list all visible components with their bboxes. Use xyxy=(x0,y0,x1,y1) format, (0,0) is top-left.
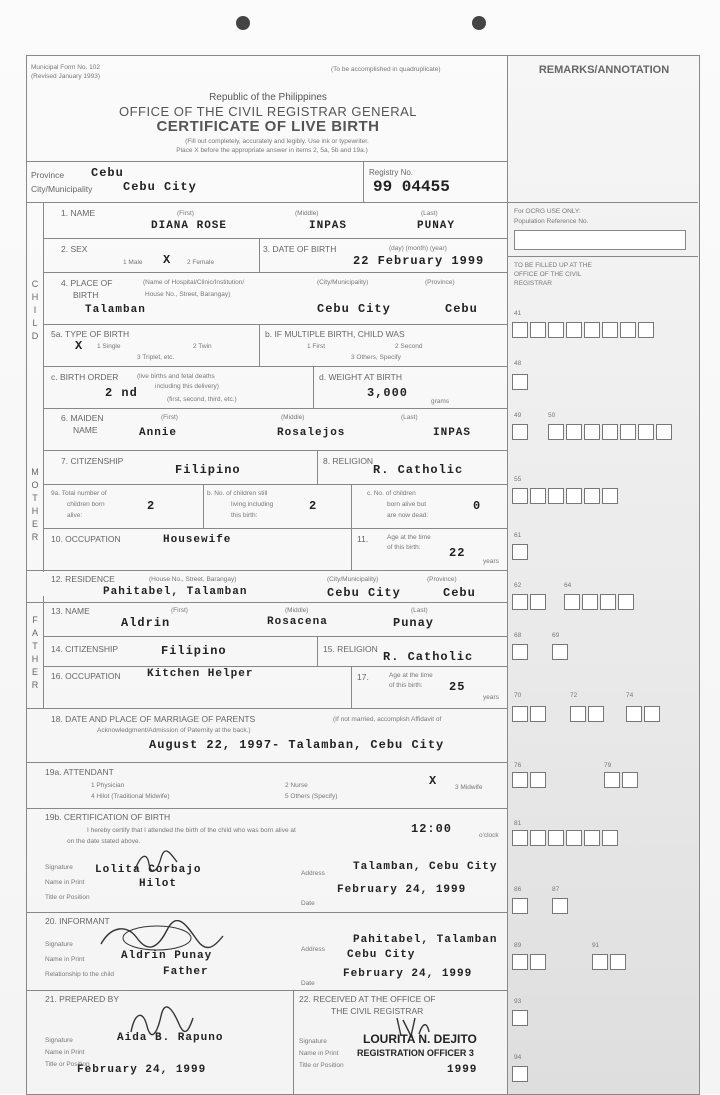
now-dead-label-2: born alive but xyxy=(387,501,427,508)
type-twin-option: 2 Twin xyxy=(193,343,212,350)
prepared-date: February 24, 1999 xyxy=(77,1064,207,1076)
code-entry-box[interactable] xyxy=(566,322,582,338)
informant-label: 20. INFORMANT xyxy=(45,916,110,926)
certification-title: Hilot xyxy=(139,878,178,890)
sex-label: 2. SEX xyxy=(61,244,88,254)
code-entry-box[interactable] xyxy=(620,322,636,338)
fill-label-2: OFFICE OF THE CIVIL xyxy=(514,271,582,278)
certification-date: February 24, 1999 xyxy=(337,884,467,896)
code-entry-box[interactable] xyxy=(564,594,580,610)
code-68: 68 xyxy=(514,632,522,639)
attendant-signature xyxy=(131,850,181,881)
code-entry-box[interactable] xyxy=(588,706,604,722)
prepared-title-label: Title or Position xyxy=(45,1061,90,1068)
certification-text: I hereby certify that I attended the birth of the child who was born alive at xyxy=(87,827,296,834)
father-name-label: 13. NAME xyxy=(51,606,90,616)
now-dead-label-3: are now dead: xyxy=(387,512,429,519)
informant-signature-label: Signature xyxy=(45,941,73,948)
code-entry-box[interactable] xyxy=(530,830,546,846)
code-entry-box[interactable] xyxy=(610,954,626,970)
code-entry-box[interactable] xyxy=(566,488,582,504)
attendant-hilot-option: 4 Hilot (Traditional Midwife) xyxy=(91,793,170,800)
father-age-value: 25 xyxy=(449,680,466,694)
child-side-label: C H I L D xyxy=(31,279,39,341)
code-entry-box[interactable] xyxy=(602,830,618,846)
marriage-value: August 22, 1997- Talamban, Cebu City xyxy=(149,738,445,752)
code-76: 76 xyxy=(514,762,522,769)
code-62: 62 xyxy=(514,582,522,589)
code-entry-box[interactable] xyxy=(512,544,528,560)
father-age-label-2: Age at the time xyxy=(389,672,433,679)
residence-label: 12. RESIDENCE xyxy=(51,574,115,584)
attendant-nurse-option: 2 Nurse xyxy=(285,782,308,789)
father-middle-name: Rosacena xyxy=(267,616,328,628)
office-heading: OFFICE OF THE CIVIL REGISTRAR GENERAL xyxy=(118,104,418,119)
code-entry-box[interactable] xyxy=(656,424,672,440)
father-citizenship-label: 14. CITIZENSHIP xyxy=(51,644,119,654)
code-entry-box[interactable] xyxy=(512,830,528,846)
quadruplicate-note: (To be accomplished in quadruplicate) xyxy=(331,66,441,73)
code-91: 91 xyxy=(592,942,600,949)
code-entry-box[interactable] xyxy=(618,594,634,610)
province-label: Province xyxy=(31,170,65,180)
informant-address-label: Address xyxy=(301,946,325,953)
code-89: 89 xyxy=(514,942,522,949)
informant-relationship-label: Relationship to the child xyxy=(45,971,115,978)
form-revised: (Revised January 1993) xyxy=(31,73,101,80)
code-48: 48 xyxy=(514,360,522,367)
multiple-birth-label: b. IF MULTIPLE BIRTH, CHILD WAS xyxy=(265,329,405,339)
dob-label: 3. DATE OF BIRTH xyxy=(263,244,337,254)
certification-label: 19b. CERTIFICATION OF BIRTH xyxy=(45,812,171,822)
attendant-physician-option: 1 Physician xyxy=(91,782,125,789)
code-entry-box[interactable] xyxy=(512,772,528,788)
birth-order-value: 2 nd xyxy=(105,386,138,400)
code-entry-box[interactable] xyxy=(584,488,600,504)
mother-age-value: 22 xyxy=(449,546,466,560)
certificate-title: CERTIFICATE OF LIVE BIRTH xyxy=(156,118,380,135)
code-entry-box[interactable] xyxy=(638,322,654,338)
mother-religion-label: 8. RELIGION xyxy=(323,456,374,466)
middle-sublabel: (Middle) xyxy=(295,210,319,217)
code-entry-box[interactable] xyxy=(622,772,638,788)
mother-first-sublabel: (First) xyxy=(161,414,178,421)
father-occupation: Kitchen Helper xyxy=(147,668,254,680)
code-entry-box[interactable] xyxy=(530,954,546,970)
code-87: 87 xyxy=(552,886,560,893)
code-entry-box[interactable] xyxy=(638,424,654,440)
form-main-section xyxy=(26,55,508,1095)
republic-heading: Republic of the Philippines xyxy=(209,92,327,103)
code-entry-box[interactable] xyxy=(548,830,564,846)
father-first-name: Aldrin xyxy=(121,616,171,630)
informant-date: February 24, 1999 xyxy=(343,968,473,980)
certification-name-label: Name in Print xyxy=(45,879,85,886)
binder-hole-left xyxy=(236,16,250,30)
code-entry-box[interactable] xyxy=(530,322,546,338)
code-entry-box[interactable] xyxy=(584,830,600,846)
population-reference-field[interactable] xyxy=(514,230,686,250)
code-entry-box[interactable] xyxy=(530,772,546,788)
code-entry-box[interactable] xyxy=(512,954,528,970)
code-entry-box[interactable] xyxy=(644,706,660,722)
code-entry-box[interactable] xyxy=(512,706,528,722)
mother-last-name: INPAS xyxy=(433,427,472,439)
code-entry-box[interactable] xyxy=(552,644,568,660)
informant-relationship: Father xyxy=(163,966,209,978)
code-entry-box[interactable] xyxy=(592,954,608,970)
informant-name-label: Name in Print xyxy=(45,956,85,963)
child-last-name: PUNAY xyxy=(417,220,456,232)
code-entry-box[interactable] xyxy=(602,322,618,338)
place-sublabel-1: (Name of Hospital/Clinic/Institution/ xyxy=(143,279,245,286)
received-date: 1999 xyxy=(447,1064,478,1076)
mother-first-name: Annie xyxy=(139,427,178,439)
code-entry-box[interactable] xyxy=(512,644,528,660)
mother-age-label: 11. xyxy=(357,534,369,544)
prepared-name-label: Name in Print xyxy=(45,1049,85,1056)
born-alive-label: 9a. Total number of xyxy=(51,490,107,497)
code-41: 41 xyxy=(514,310,522,317)
code-entry-box[interactable] xyxy=(512,374,528,390)
city-value: Cebu City xyxy=(123,180,197,194)
residence-value: Pahitabel, Talamban xyxy=(103,586,248,598)
code-entry-box[interactable] xyxy=(548,488,564,504)
certification-signature-label: Signature xyxy=(45,864,73,871)
birth-order-sublabel-2: including this delivery) xyxy=(155,383,219,390)
mother-last-sublabel: (Last) xyxy=(401,414,418,421)
mother-citizenship-label: 7. CITIZENSHIP xyxy=(61,456,124,466)
attendant-label: 19a. ATTENDANT xyxy=(45,767,114,777)
child-middle-name: INPAS xyxy=(309,220,348,232)
place-value: Talamban xyxy=(85,304,146,316)
code-entry-box[interactable] xyxy=(512,322,528,338)
code-entry-box[interactable] xyxy=(582,594,598,610)
type-single-option: 1 Single xyxy=(97,343,121,350)
attendant-others-option: 5 Others (Specify) xyxy=(285,793,338,800)
informant-address-2: Cebu City xyxy=(347,949,416,961)
father-age-unit: years xyxy=(483,694,499,701)
code-entry-box[interactable] xyxy=(584,424,600,440)
code-55: 55 xyxy=(514,476,522,483)
mother-age-label-3: of this birth: xyxy=(387,544,421,551)
registry-number: 99 04455 xyxy=(373,178,450,196)
mother-age-label-2: Age at the time xyxy=(387,534,431,541)
dob-value: 22 February 1999 xyxy=(353,254,485,268)
mother-occupation-label: 10. OCCUPATION xyxy=(51,534,121,544)
code-72: 72 xyxy=(570,692,578,699)
maiden-label-2: NAME xyxy=(73,425,98,435)
still-living-value: 2 xyxy=(309,499,318,513)
code-entry-box[interactable] xyxy=(584,322,600,338)
place-city: Cebu City xyxy=(317,302,391,316)
residence-city-sublabel: (City/Municipality) xyxy=(327,576,379,583)
code-81: 81 xyxy=(514,820,522,827)
code-entry-box[interactable] xyxy=(512,488,528,504)
residence-sublabel: (House No., Street, Barangay) xyxy=(149,576,237,583)
code-74: 74 xyxy=(626,692,634,699)
birth-order-label: c. BIRTH ORDER xyxy=(51,372,119,382)
father-middle-sublabel: (Middle) xyxy=(285,607,309,614)
received-label-2: THE CIVIL REGISTRAR xyxy=(331,1006,424,1016)
place-province-sublabel: (Province) xyxy=(425,279,455,286)
mother-citizenship: Filipino xyxy=(175,463,241,477)
code-entry-box[interactable] xyxy=(512,898,528,914)
attendant-midwife-option: 3 Midwife xyxy=(455,784,483,791)
instructions-line-2: Place X before the appropriate answer in items 2, 5a, 5b and 19a.) xyxy=(176,147,368,154)
province-value: Cebu xyxy=(91,166,124,180)
code-entry-box[interactable] xyxy=(602,424,618,440)
father-religion: R. Catholic xyxy=(383,650,474,664)
marriage-sublabel-2: Acknowledgment/Admission of Paternity at the back.) xyxy=(97,727,251,734)
mother-middle-name: Rosalejos xyxy=(277,427,346,439)
father-citizenship: Filipino xyxy=(161,644,227,658)
mother-side-label: M O T H E R xyxy=(31,467,39,542)
code-entry-box[interactable] xyxy=(604,772,620,788)
certification-title-label: Title or Position xyxy=(45,894,90,901)
remarks-title: REMARKS/ANNOTATION xyxy=(538,64,670,76)
code-entry-box[interactable] xyxy=(530,594,546,610)
code-entry-box[interactable] xyxy=(512,594,528,610)
code-entry-box[interactable] xyxy=(552,898,568,914)
instructions-line-1: (Fill out completely, accurately and legibly. Use ink or typewriter. xyxy=(185,138,369,145)
code-entry-box[interactable] xyxy=(620,424,636,440)
code-entry-box[interactable] xyxy=(512,1010,528,1026)
city-label: City/Municipality xyxy=(31,184,93,194)
father-last-name: Punay xyxy=(393,616,435,630)
code-61: 61 xyxy=(514,532,522,539)
code-86: 86 xyxy=(514,886,522,893)
still-living-label-3: this birth: xyxy=(231,512,258,519)
code-entry-box[interactable] xyxy=(548,322,564,338)
received-title-stamp: REGISTRATION OFFICER 3 xyxy=(357,1048,474,1058)
form-number: Municipal Form No. 102 xyxy=(31,64,100,71)
place-province: Cebu xyxy=(445,302,478,316)
binder-hole-right xyxy=(472,16,486,30)
father-age-label-3: of this birth: xyxy=(389,682,423,689)
registry-label: Registry No. xyxy=(369,168,414,177)
received-title-label: Title or Position xyxy=(299,1062,344,1069)
place-sublabel-2: House No., Street, Barangay) xyxy=(145,291,231,298)
born-alive-value: 2 xyxy=(147,499,156,513)
code-entry-box[interactable] xyxy=(566,830,582,846)
code-49: 49 xyxy=(514,412,522,419)
type-of-birth-mark: X xyxy=(75,339,84,353)
multiple-second-option: 2 Second xyxy=(395,343,423,350)
father-occupation-label: 16. OCCUPATION xyxy=(51,671,121,681)
prepared-by-label: 21. PREPARED BY xyxy=(45,994,120,1004)
fill-label: TO BE FILLED UP AT THE xyxy=(514,262,592,269)
born-alive-label-3: alive: xyxy=(67,512,83,519)
code-entry-box[interactable] xyxy=(602,488,618,504)
residence-province: Cebu xyxy=(443,586,476,600)
marriage-sublabel: (If not married, accomplish Affidavit of xyxy=(333,716,442,723)
code-93: 93 xyxy=(514,998,522,1005)
mother-religion: R. Catholic xyxy=(373,463,464,477)
informant-address: Pahitabel, Talamban xyxy=(353,934,498,946)
place-label: 4. PLACE OF xyxy=(61,278,113,288)
fill-label-3: REGISTRAR xyxy=(514,280,552,287)
code-entry-box[interactable] xyxy=(570,706,586,722)
birth-certificate-form xyxy=(26,55,700,1095)
code-70: 70 xyxy=(514,692,522,699)
mother-age-unit: years xyxy=(483,558,499,565)
born-alive-label-2: children born xyxy=(67,501,105,508)
certification-date-label: Date xyxy=(301,900,315,907)
code-entry-box[interactable] xyxy=(600,594,616,610)
code-69: 69 xyxy=(552,632,560,639)
received-name-label: Name in Print xyxy=(299,1050,339,1057)
weight-label: d. WEIGHT AT BIRTH xyxy=(319,372,402,382)
code-64: 64 xyxy=(564,582,572,589)
code-entry-box[interactable] xyxy=(626,706,642,722)
multiple-others-option: 3 Others, Specify xyxy=(351,354,401,361)
birth-order-sublabel-1: (live births and fetal deaths xyxy=(137,373,215,380)
child-name-label: 1. NAME xyxy=(61,208,96,218)
certification-address-label: Address xyxy=(301,870,325,877)
mother-occupation: Housewife xyxy=(163,534,232,546)
received-label: 22. RECEIVED AT THE OFFICE OF xyxy=(299,994,436,1004)
code-50: 50 xyxy=(548,412,556,419)
informant-name: Aldrin Punay xyxy=(121,950,213,962)
place-label-2: BIRTH xyxy=(73,290,99,300)
now-dead-value: 0 xyxy=(473,499,482,513)
still-living-label: b. No. of children still xyxy=(207,490,268,497)
mother-middle-sublabel: (Middle) xyxy=(281,414,305,421)
prepared-name: Aida B. Rapuno xyxy=(117,1032,224,1044)
received-signature-label: Signature xyxy=(299,1038,327,1045)
ocrg-label: For OCRG USE ONLY: xyxy=(514,208,581,215)
dob-sublabel: (day) (month) (year) xyxy=(389,245,447,252)
sex-male-option: 1 Male xyxy=(123,259,143,266)
still-living-label-2: living including xyxy=(231,501,274,508)
certification-oclock: o'clock xyxy=(479,832,499,839)
residence-city: Cebu City xyxy=(327,586,401,600)
ocrg-sublabel: Population Reference No. xyxy=(514,218,589,225)
code-entry-box[interactable] xyxy=(548,424,564,440)
received-name-stamp: LOURITA N. DEJITO xyxy=(363,1032,477,1046)
certification-text-2: on the date stated above. xyxy=(67,838,141,845)
place-city-sublabel: (City/Municipality) xyxy=(317,279,369,286)
type-triplet-option: 3 Triplet, etc. xyxy=(137,354,175,361)
father-age-label: 17. xyxy=(357,672,369,682)
code-79: 79 xyxy=(604,762,612,769)
certification-address: Talamban, Cebu City xyxy=(353,861,498,873)
sex-mark: X xyxy=(163,253,172,267)
type-of-birth-label: 5a. TYPE OF BIRTH xyxy=(51,329,130,339)
last-sublabel: (Last) xyxy=(421,210,438,217)
marriage-label: 18. DATE AND PLACE OF MARRIAGE OF PARENTS xyxy=(51,714,256,724)
certification-time: 12:00 xyxy=(411,822,453,836)
attendant-mark: X xyxy=(429,774,438,788)
remarks-column xyxy=(508,55,700,1095)
maiden-label: 6. MAIDEN xyxy=(61,413,104,423)
certification-name: Lolita Corbajo xyxy=(95,864,202,876)
sex-female-option: 2 Female xyxy=(187,259,215,266)
code-entry-box[interactable] xyxy=(530,488,546,504)
father-first-sublabel: (First) xyxy=(171,607,188,614)
code-entry-box[interactable] xyxy=(530,706,546,722)
multiple-first-option: 1 First xyxy=(307,343,326,350)
now-dead-label: c. No. of children xyxy=(367,490,416,497)
first-sublabel: (First) xyxy=(177,210,194,217)
residence-province-sublabel: (Province) xyxy=(427,576,457,583)
father-religion-label: 15. RELIGION xyxy=(323,644,378,654)
informant-date-label: Date xyxy=(301,980,315,987)
child-first-name: DIANA ROSE xyxy=(151,220,228,232)
code-entry-box[interactable] xyxy=(512,1066,528,1082)
father-last-sublabel: (Last) xyxy=(411,607,428,614)
father-side-label: F A T H E R xyxy=(31,615,39,690)
code-entry-box[interactable] xyxy=(566,424,582,440)
code-94: 94 xyxy=(514,1054,522,1061)
birth-order-sublabel-3: (first, second, third, etc.) xyxy=(167,396,237,403)
weight-unit: grams xyxy=(431,398,450,405)
code-entry-box[interactable] xyxy=(512,424,528,440)
prepared-signature-label: Signature xyxy=(45,1037,73,1044)
weight-value: 3,000 xyxy=(367,386,409,400)
